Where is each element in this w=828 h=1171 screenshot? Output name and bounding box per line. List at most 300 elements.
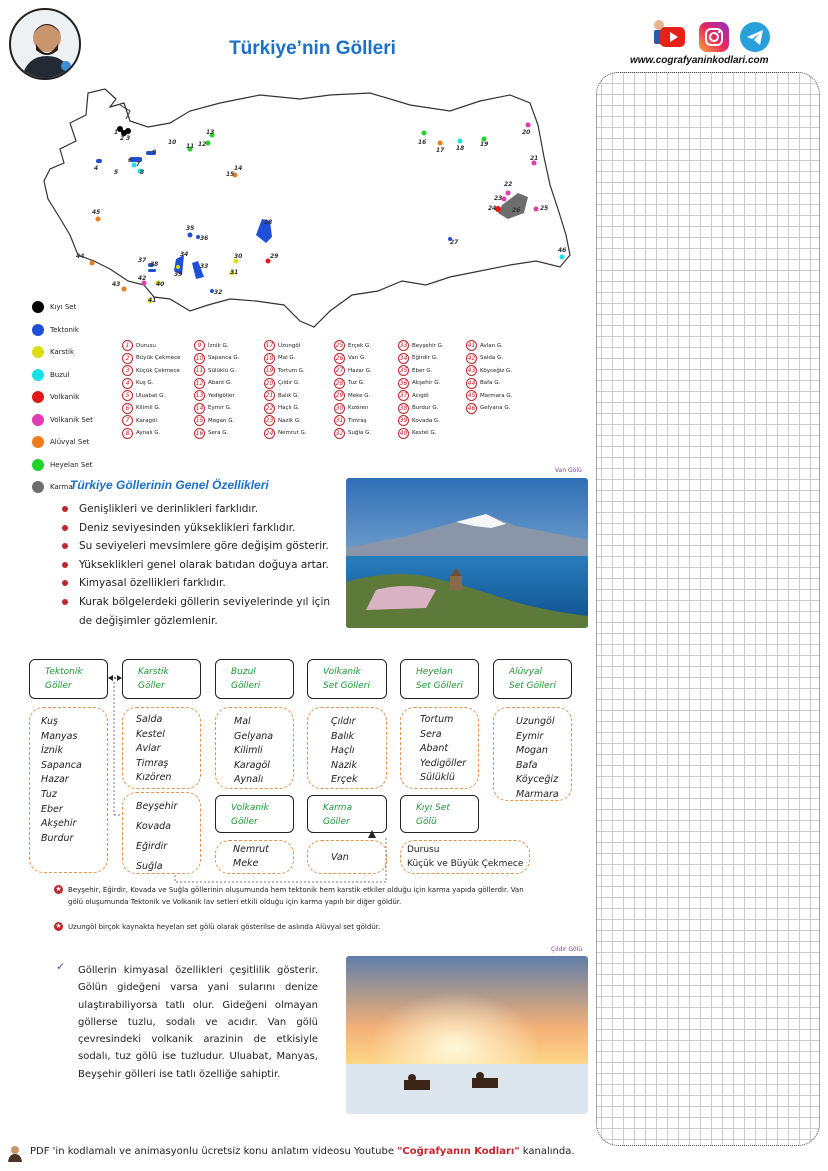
map-label: 13 xyxy=(206,129,215,136)
lake-name: Gelyana G. xyxy=(480,405,511,411)
list-item xyxy=(398,403,438,414)
map-label: 40 xyxy=(156,281,165,288)
legend-swatch xyxy=(32,301,44,313)
list-item xyxy=(334,378,365,389)
legend-item xyxy=(32,364,122,387)
legend-label: Heyelan Set xyxy=(50,460,93,469)
map-label: 44 xyxy=(76,253,85,260)
list-item: Mal xyxy=(234,716,251,727)
list-item: Kızören xyxy=(136,772,172,784)
lake-name: Nemrut G. xyxy=(278,430,307,436)
category-title: Karstik xyxy=(138,667,169,677)
list-item: Küçük ve Büyük Çekmece xyxy=(407,859,524,869)
list-item: Genişlikleri ve derinlikleri farklıdır. xyxy=(60,500,340,519)
map-label: 11 xyxy=(186,143,195,150)
legend-label: Buzul xyxy=(50,370,70,379)
lake-number: 15 xyxy=(195,417,204,424)
tektonik-lake-list xyxy=(29,707,108,873)
lake-number: 38 xyxy=(399,404,408,412)
category-title: Tektonik xyxy=(45,667,83,677)
map-label: 14 xyxy=(234,165,243,172)
list-item: Erçek xyxy=(331,774,358,786)
map-label: 2 xyxy=(120,135,125,142)
page-title: Türkiye’nin Gölleri xyxy=(229,38,396,59)
lake-number: 42 xyxy=(467,354,476,362)
lake-number: 2 xyxy=(122,353,133,364)
category-aluvyal-set xyxy=(493,659,572,699)
cildir-lake-photo xyxy=(346,956,588,1114)
lake-number: 43 xyxy=(467,367,476,374)
map-label: 21 xyxy=(530,155,539,162)
lake-number: 30 xyxy=(335,404,344,412)
list-item: Uzungöl xyxy=(516,716,555,727)
lake-name: Eber G. xyxy=(412,367,433,374)
lake-number: 22 xyxy=(265,404,274,412)
lake-number: 10 xyxy=(195,354,204,362)
category-title: Volkanik xyxy=(323,667,361,677)
list-item xyxy=(122,428,160,439)
category-title: Set Gölleri xyxy=(416,681,463,691)
list-item xyxy=(194,378,232,389)
map-label: 7 xyxy=(136,161,141,168)
list-item: Kestel xyxy=(136,728,165,740)
list-item: Eymir xyxy=(516,730,544,742)
list-item xyxy=(264,365,305,376)
lake-number: 20 xyxy=(265,379,274,387)
list-item: Suğla xyxy=(136,861,163,872)
list-item: Bafa xyxy=(516,759,538,771)
category-kiyi-set xyxy=(400,795,479,833)
lake-number: 32 xyxy=(335,429,344,437)
lake-number: 21 xyxy=(265,392,274,399)
list-item: Hazar xyxy=(41,774,69,786)
map-label: 34 xyxy=(180,251,189,258)
map-label: 32 xyxy=(214,289,223,296)
map-label: 17 xyxy=(436,147,445,154)
map-label: 15 xyxy=(226,171,235,178)
lake-name: Sera G. xyxy=(208,430,229,436)
list-item: Beyşehir xyxy=(136,801,178,812)
list-item xyxy=(334,390,370,401)
map-label: 5 xyxy=(114,169,119,176)
lake-number: 39 xyxy=(399,417,408,424)
legend-item xyxy=(32,319,122,342)
list-item: Deniz seviyesinden yükseklikleri farklıdır. xyxy=(60,519,340,538)
lake-name: Timraş xyxy=(348,417,367,424)
map-label: 12 xyxy=(198,141,207,148)
list-item xyxy=(194,428,228,439)
lake-number: 35 xyxy=(399,367,408,374)
heyelan-set-lake-list xyxy=(400,707,479,789)
legend-label: Volkanik Set xyxy=(50,415,93,424)
list-item: Yedigöller xyxy=(420,757,467,769)
map-label: 33 xyxy=(200,263,209,270)
lake-number: 13 xyxy=(195,392,204,399)
legend-item xyxy=(32,454,122,477)
legend-label: Tektonik xyxy=(50,325,79,334)
cildir-photo-caption: Çıldır Gölü xyxy=(551,946,583,953)
legend-label: Volkanik xyxy=(50,393,80,402)
list-item: Van xyxy=(331,852,349,863)
lake-number: 37 xyxy=(399,392,408,399)
lake-number: 7 xyxy=(122,415,133,426)
list-item xyxy=(264,390,299,401)
lake-number: 33 xyxy=(399,342,408,349)
note-karma xyxy=(54,884,524,908)
map-label: 16 xyxy=(418,139,427,146)
lake-number: 28 xyxy=(335,379,344,387)
list-item xyxy=(398,415,440,426)
legend-swatch xyxy=(32,459,44,471)
list-item: Eber xyxy=(41,803,63,815)
map-label: 8 xyxy=(140,169,145,176)
lake-number: 17 xyxy=(265,342,274,349)
lake-name: Kızören xyxy=(348,405,369,411)
lake-number: 16 xyxy=(195,429,204,437)
legend-swatch xyxy=(32,346,44,358)
teacher-icon xyxy=(6,1144,24,1162)
list-item: Gelyana xyxy=(234,730,274,742)
legend-swatch xyxy=(32,481,44,493)
lake-name: Haçlı G. xyxy=(278,405,300,411)
map-label: 36 xyxy=(200,235,209,242)
list-item: Balık xyxy=(331,730,355,742)
lake-number: 23 xyxy=(265,417,274,424)
category-title: Göller xyxy=(138,681,165,691)
list-item: Marmara xyxy=(516,788,559,800)
lake-number: 41 xyxy=(467,342,476,349)
list-item: Salda xyxy=(136,714,163,725)
category-title: Alüvyal xyxy=(509,667,543,677)
lake-name: Sapanca G. xyxy=(208,355,240,361)
list-item xyxy=(466,353,503,364)
list-item xyxy=(398,365,432,376)
lake-name: Hazar G. xyxy=(348,367,372,374)
list-item: Durusu xyxy=(407,845,440,855)
avatar xyxy=(9,8,81,80)
list-item xyxy=(122,403,160,414)
lake-number: 31 xyxy=(335,417,344,424)
checkmark-icon: ✓ xyxy=(56,960,66,973)
list-item: Nazik xyxy=(331,759,358,771)
lake-number: 36 xyxy=(399,379,408,387)
lake-name: Bafa G. xyxy=(480,380,501,386)
list-item xyxy=(398,378,440,389)
list-item xyxy=(334,415,367,426)
map-label: 31 xyxy=(230,269,239,276)
list-item xyxy=(194,365,236,376)
lake-number: 5 xyxy=(122,390,133,401)
lake-number: 29 xyxy=(335,392,344,399)
legend-swatch xyxy=(32,324,44,336)
list-item xyxy=(398,390,429,401)
list-item: Abant xyxy=(420,743,449,755)
category-title: Göller xyxy=(323,817,350,827)
list-item: Tortum xyxy=(420,714,454,725)
legend-swatch xyxy=(32,436,44,448)
map-label: 25 xyxy=(540,205,549,212)
lake-number: 3 xyxy=(122,365,133,376)
list-item xyxy=(466,340,503,351)
list-item: Çıldır xyxy=(331,716,356,727)
list-item: Kilimli xyxy=(234,745,263,757)
list-item: Yükseklikleri genel olarak batıdan doğuya artar. xyxy=(60,556,340,575)
list-item: Kovada xyxy=(136,821,171,832)
map-label: 38 xyxy=(150,261,159,268)
list-item: İznik xyxy=(41,745,63,757)
features-title: Türkiye Göllerinin Genel Özellikleri xyxy=(70,478,269,492)
lake-name: Marmara G. xyxy=(480,392,513,399)
list-item xyxy=(264,378,300,389)
lake-number: 45 xyxy=(467,392,476,399)
instagram-icon[interactable] xyxy=(699,22,729,52)
lake-number: 44 xyxy=(467,379,476,387)
lake-number: 34 xyxy=(399,354,408,362)
map-label: 35 xyxy=(186,225,195,232)
list-item: Timraş xyxy=(136,757,169,769)
legend-item xyxy=(32,409,122,432)
list-item xyxy=(194,415,234,426)
lake-name: Abant G. xyxy=(208,380,233,386)
lake-name: Nazik G. xyxy=(278,417,301,424)
legend-swatch xyxy=(32,414,44,426)
map-label: 26 xyxy=(512,207,521,214)
category-heyelan-set xyxy=(400,659,479,699)
lake-name: Karagöl xyxy=(136,417,157,424)
list-item xyxy=(334,428,371,439)
list-item: Avlar xyxy=(136,743,161,755)
lake-name: Kestel G. xyxy=(412,430,437,436)
lake-number-list xyxy=(122,340,542,446)
lake-name: Burdur G. xyxy=(412,405,439,411)
map-label: 39 xyxy=(174,271,183,278)
list-item: Karagöl xyxy=(234,759,270,771)
legend-label: Karstik xyxy=(50,348,75,357)
lake-number: 8 xyxy=(122,428,133,439)
legend-swatch xyxy=(32,391,44,403)
list-item: Burdur xyxy=(41,832,74,844)
list-item: Sülüklü xyxy=(420,772,455,784)
map-label: 19 xyxy=(480,141,489,148)
map-label: 30 xyxy=(234,253,243,260)
lake-number: 1 xyxy=(122,340,133,351)
map-label: 29 xyxy=(270,253,279,260)
lake-name: Küçük Çekmece xyxy=(136,367,180,374)
lake-name: Durusu xyxy=(136,342,156,349)
lake-number: 12 xyxy=(195,379,204,387)
map-label: 43 xyxy=(112,281,121,288)
lake-name: Van G. xyxy=(348,355,366,361)
lake-number: 25 xyxy=(335,342,344,349)
legend-swatch xyxy=(32,369,44,381)
list-item xyxy=(122,340,156,351)
category-title: Kıyı Set xyxy=(416,803,450,813)
lake-number: 18 xyxy=(265,354,274,362)
map-label: 24 xyxy=(488,205,497,212)
map-label: 23 xyxy=(494,195,503,202)
map-label: 46 xyxy=(558,247,567,254)
lake-name: Kilimli G. xyxy=(136,405,161,411)
legend-label: Karma xyxy=(50,483,73,492)
lake-name: Uluabat G. xyxy=(136,392,166,399)
list-item xyxy=(466,378,500,389)
lake-name: Akşehir G. xyxy=(412,380,441,386)
list-item: Kuş xyxy=(41,716,58,727)
category-title: Set Gölleri xyxy=(323,681,370,691)
category-title: Volkanik xyxy=(231,803,269,813)
aluvyal-set-lake-list xyxy=(493,707,572,801)
legend-item xyxy=(32,386,122,409)
list-item xyxy=(264,353,295,364)
lake-number: 27 xyxy=(335,367,344,374)
lake-number: 26 xyxy=(335,354,344,362)
star-icon: ★ xyxy=(55,922,62,930)
lake-name: Aynalı G. xyxy=(136,430,161,436)
map-label: 28 xyxy=(264,219,273,226)
list-item: Kimyasal özellikleri farklıdır. xyxy=(60,574,340,593)
lake-name: Tuz G. xyxy=(348,380,365,386)
map-label: 9 xyxy=(152,149,157,156)
category-title: Göller xyxy=(231,817,258,827)
category-title: Set Gölleri xyxy=(509,681,556,691)
map-label: 10 xyxy=(168,139,177,146)
lake-name: Acıgöl xyxy=(412,392,429,399)
list-item xyxy=(194,340,228,351)
legend-item xyxy=(32,341,122,364)
lake-name: Sülüklü G. xyxy=(208,367,236,374)
category-title: Göller xyxy=(45,681,72,691)
map-label: 41 xyxy=(148,297,157,304)
list-item xyxy=(334,340,371,351)
lake-number: 11 xyxy=(195,367,204,374)
list-item xyxy=(466,403,510,414)
list-item: Akşehir xyxy=(41,818,77,830)
list-item xyxy=(194,390,235,401)
lake-name: Eymir G. xyxy=(208,405,232,411)
lake-name: Kuş G. xyxy=(136,380,154,386)
map-label: 6 xyxy=(128,157,133,164)
lake-name: Büyük Çekmece xyxy=(136,355,181,361)
lake-number: 6 xyxy=(122,403,133,414)
list-item xyxy=(194,353,239,364)
map-label: 37 xyxy=(138,257,147,264)
legend-item xyxy=(32,296,122,319)
category-title: Karma xyxy=(323,803,353,813)
list-item xyxy=(334,365,372,376)
list-item: Kurak bölgelerdeki göllerin seviyelerinde yıl için de değişimler gözlemlenir. xyxy=(60,593,340,630)
category-title: Buzul xyxy=(231,667,256,677)
map-label: 18 xyxy=(456,145,465,152)
map-label: 1 xyxy=(114,129,119,136)
lake-number: 9 xyxy=(194,340,205,351)
footer-channel-link[interactable]: "Coğrafyanın Kodları" xyxy=(397,1146,520,1157)
lake-name: Avlan G. xyxy=(480,342,503,349)
chemistry-paragraph: Göllerin kimyasal özellikleri çeşitlilik gösterir. Gölün gideğeni varsa yani sularını denize ulaştırabiliyorsa tatlı olur. Gideğeni olmayan göllerse tuzlu, sodalı ve acıdır. Van gölü çevresindeki volkanik arazinin de etkisiyle sodalı, tuz gölü ise tuzludur. Uluabat, Manyas, Beyşehir gölleri ise tatlı özelliğe sahiptir. xyxy=(78,965,318,1080)
list-item: Nemrut xyxy=(233,844,269,855)
list-item: Haçlı xyxy=(331,745,355,757)
features-list xyxy=(60,500,340,630)
kiyi-set-lake-list xyxy=(400,840,530,874)
list-item: Köyceğiz xyxy=(516,774,559,786)
lake-name: Uzungöl xyxy=(278,342,301,349)
list-item xyxy=(264,428,307,439)
note-text: Beyşehir, Eğirdir, Kovada ve Suğla göllerinin oluşumunda hem tektonik hem karstik etkiler olduğu için karma yapıda göllerdir. Van gölü oluşumunda Tektonik ve Volkanik lav setleri etkili olduğu için karma yapılı bir diğer göldür. xyxy=(68,886,524,906)
list-item: Su seviyeleri mevsimlere göre değişim gösterir. xyxy=(60,537,340,556)
website-url[interactable]: www.cografyaninkodlari.com xyxy=(630,55,769,66)
map-label: 4 xyxy=(94,165,99,172)
note-text: Uzungöl birçok kaynakta heyelan set gölü olarak gösterilse de aslında Alüvyal set göldür. xyxy=(68,923,381,931)
list-item xyxy=(466,390,512,401)
list-item xyxy=(122,353,181,364)
list-item xyxy=(122,390,165,401)
lake-number: 46 xyxy=(467,404,476,412)
map-legend xyxy=(32,296,122,499)
map-label: 20 xyxy=(522,129,531,136)
list-item: Meke xyxy=(233,858,259,869)
lake-number: 19 xyxy=(265,367,274,374)
map-label: 22 xyxy=(504,181,513,188)
list-item: Sapanca xyxy=(41,759,82,771)
list-item xyxy=(122,365,180,376)
lake-name: Köyceğiz G. xyxy=(480,367,513,374)
lake-name: Mal G. xyxy=(278,355,296,361)
list-item xyxy=(334,403,368,414)
legend-label: Alüvyal Set xyxy=(50,438,90,447)
list-item: Aynalı xyxy=(234,774,264,786)
list-item: Tuz xyxy=(41,788,57,800)
lake-number: 24 xyxy=(265,429,274,437)
list-item xyxy=(398,353,438,364)
lake-name: Tortum G. xyxy=(278,367,305,374)
category-title: Gölü xyxy=(416,817,437,827)
lake-name: Kovada G. xyxy=(412,417,440,424)
list-item xyxy=(264,403,299,414)
youtube-icon[interactable] xyxy=(650,18,686,52)
lake-number: 4 xyxy=(122,378,133,389)
list-item xyxy=(398,428,436,439)
lake-name: Eğirdir G. xyxy=(412,355,438,361)
profile-avatar xyxy=(11,10,81,80)
legend-item xyxy=(32,431,122,454)
map-label: 42 xyxy=(138,275,147,282)
lake-number: 14 xyxy=(195,404,204,412)
list-item xyxy=(264,415,301,426)
footer-suffix: kanalında. xyxy=(519,1146,575,1157)
lake-name: Salda G. xyxy=(480,355,504,361)
lake-name: Çıldır G. xyxy=(278,380,300,386)
connector-lines xyxy=(100,670,400,890)
list-item xyxy=(194,403,232,414)
van-photo-caption: Van Gölü xyxy=(555,467,582,474)
category-title: Gölleri xyxy=(231,681,261,691)
lake-name: Yedigöller xyxy=(208,392,235,399)
telegram-icon[interactable] xyxy=(740,22,770,52)
star-icon: ★ xyxy=(55,885,62,893)
van-lake-photo xyxy=(346,478,588,628)
lake-name: İznik G. xyxy=(208,342,229,349)
list-item: Sera xyxy=(420,728,442,740)
lake-name: Beyşehir G. xyxy=(412,342,444,349)
footer-text xyxy=(30,1146,575,1157)
map-label: 3 xyxy=(126,135,131,142)
legend-label: Kıyı Set xyxy=(50,303,77,312)
lake-name: Suğla G. xyxy=(348,430,372,436)
notes-grid-panel xyxy=(596,72,820,1146)
list-item xyxy=(264,340,300,351)
list-item xyxy=(122,378,153,389)
list-item: Manyas xyxy=(41,730,78,742)
list-item xyxy=(334,353,366,364)
